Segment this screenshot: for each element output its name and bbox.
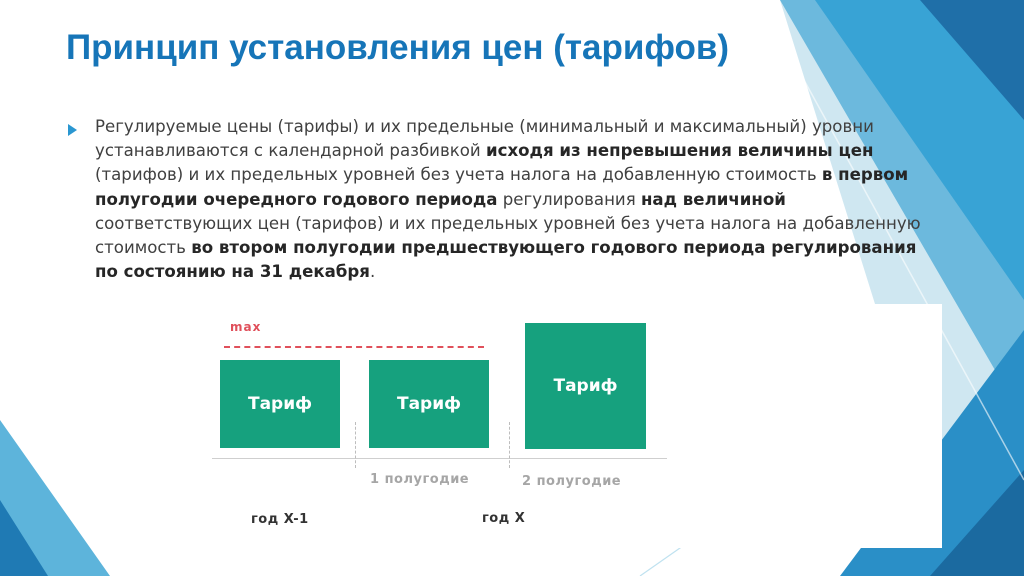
paragraph-text-segment: регулирования bbox=[497, 189, 641, 209]
bullet-marker-icon bbox=[68, 124, 77, 136]
paragraph-text-segment: Регулируемые цены (тарифы) и их предельные (минимальный и максимальный) уровни устанавливаются с календарной разбивкой bbox=[95, 117, 874, 161]
max-label: max bbox=[230, 320, 262, 334]
paragraph-bold-segment: над величиной bbox=[640, 189, 786, 209]
paragraph-text-segment: (тарифов) и их предельных уровней без учета налога на добавленную стоимость bbox=[95, 165, 822, 185]
body-paragraph bbox=[95, 115, 925, 284]
timeline-divider-half bbox=[509, 422, 510, 468]
slide-title: Принцип установления цен (тарифов) bbox=[66, 28, 730, 67]
tariff-box-year-prev: Тариф bbox=[220, 360, 340, 448]
tariff-box-half-2: Тариф bbox=[525, 323, 646, 449]
timeline-axis bbox=[212, 458, 667, 459]
half-year-1-label: 1 полугодие bbox=[370, 472, 470, 487]
tariff-diagram bbox=[200, 304, 942, 548]
year-curr-label: год X bbox=[482, 511, 526, 526]
paragraph-bold-segment: во втором полугодии предшествующего годового периода регулирования по состоянию на 31 декабря bbox=[95, 238, 917, 282]
timeline-divider-year bbox=[355, 422, 356, 468]
half-year-2-label: 2 полугодие bbox=[522, 474, 622, 489]
paragraph-text-segment: соответствующих цен (тарифов) и их предельных уровней без учета налога на добавленную стоимость bbox=[95, 213, 921, 258]
tariff-box-half-1: Тариф bbox=[369, 360, 489, 448]
paragraph-text-segment: . bbox=[369, 262, 376, 282]
paragraph-bold-segment: исходя из непревышения величины цен bbox=[485, 141, 874, 161]
paragraph-bold-segment: в первом полугодии очередного годового периода bbox=[95, 165, 909, 209]
year-prev-label: год X-1 bbox=[251, 512, 309, 527]
max-dashed-line bbox=[224, 346, 484, 348]
